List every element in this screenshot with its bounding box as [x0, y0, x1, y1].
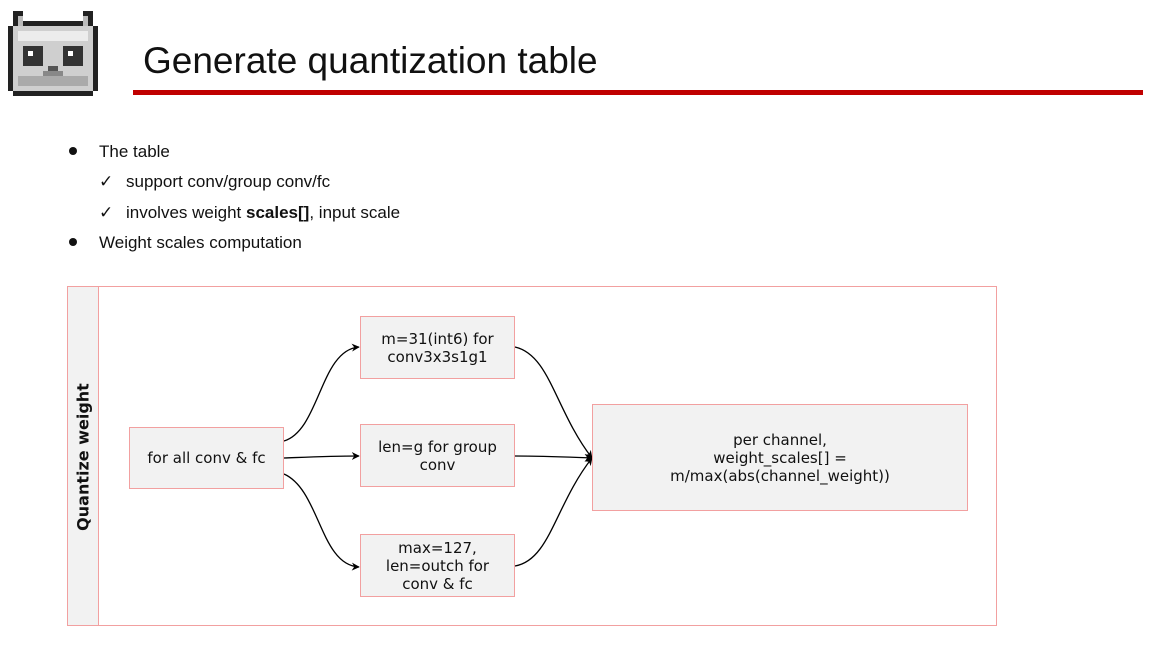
node-middle-line: len=g for group [378, 437, 497, 456]
subitem-prefix: involves weight [126, 203, 247, 222]
bullet-item: The table [99, 142, 170, 161]
node-bottom-line: conv & fc [402, 574, 473, 593]
node-start [129, 427, 284, 489]
node-bottom-line: max=127, [398, 538, 477, 557]
edge-middle-to-result [515, 456, 592, 458]
node-result-line: per channel, [733, 430, 827, 449]
edge-start-to-bottom [284, 474, 359, 567]
edge-bottom-to-result [515, 458, 592, 566]
node-result-line: weight_scales[] = [713, 448, 847, 467]
node-middle [360, 424, 515, 487]
node-top [360, 316, 515, 379]
node-bottom [360, 534, 515, 597]
checkmark-icon: ✓ [99, 172, 114, 192]
node-start-label: for all conv & fc [147, 449, 266, 467]
bullet-item: Weight scales computation [99, 233, 302, 252]
edge-start-to-middle [284, 456, 359, 458]
edge-start-to-top [284, 347, 359, 441]
panel-label: Quantize weight [73, 383, 93, 531]
node-middle-line: conv [419, 455, 456, 474]
checkmark-icon: ✓ [99, 203, 114, 223]
page-title: Generate quantization table [143, 40, 598, 81]
node-result-line: m/max(abs(channel_weight)) [670, 466, 890, 485]
bullet-subitem: support conv/group conv/fc [126, 172, 331, 191]
edge-top-to-result [515, 347, 592, 458]
node-top-line: m=31(int6) for [381, 329, 494, 348]
node-top-line: conv3x3s1g1 [387, 347, 488, 366]
node-bottom-line: len=outch for [385, 556, 490, 575]
subitem-suffix: , input scale [309, 203, 401, 222]
node-result [592, 404, 968, 511]
subitem-bold-term: scales[] [246, 203, 310, 222]
